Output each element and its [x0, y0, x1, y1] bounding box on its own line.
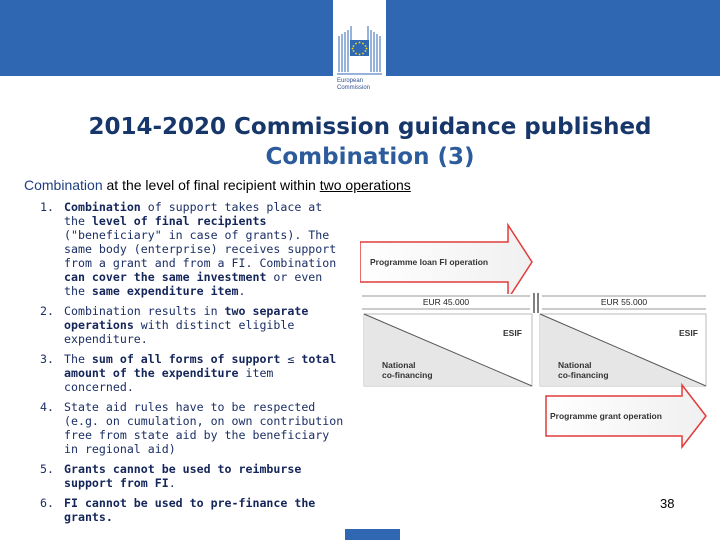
list-item-number: 1. — [40, 200, 54, 214]
list-item-text: item concerned. — [64, 366, 274, 394]
list-item-text: ("beneficiary" in case of grants). The same body (enterprise) receives support from a grant and from a FI. Combination — [64, 228, 337, 270]
list-item-text: sum of all forms of support — [91, 352, 281, 366]
slide-subtitle — [24, 177, 411, 193]
subtitle-part1: Combination — [24, 177, 103, 193]
slide-title — [40, 112, 700, 172]
subtitle-part3: two operations — [319, 177, 411, 193]
esif-left: ESIF — [503, 328, 522, 338]
list-item — [40, 304, 345, 346]
list-item-text: The — [64, 352, 92, 366]
list-item-text: FI cannot be used to pre-finance the grants. — [64, 496, 316, 524]
footer-bar — [345, 529, 400, 540]
national-left-line1: National — [382, 360, 416, 370]
list-item-text: with distinct eligible expenditure. — [64, 318, 295, 346]
list-item-text: or even the — [64, 270, 323, 298]
amount-left: EUR 45.000 — [422, 297, 470, 307]
list-item-number: 3. — [40, 352, 54, 366]
commission-building-icon — [337, 22, 382, 76]
list-item-text: . — [238, 284, 246, 298]
grant-arrow — [546, 385, 706, 447]
list-item-text: two separate operations — [64, 304, 309, 332]
list-item-text: Combination — [64, 200, 141, 214]
list-item-number: 2. — [40, 304, 54, 318]
amount-right: EUR 55.000 — [600, 297, 648, 307]
list-item-number: 5. — [40, 462, 54, 476]
european-commission-logo — [333, 0, 386, 99]
list-item-text: total amount of the expenditure — [64, 352, 337, 380]
list-item-text: of support takes place at the — [64, 200, 323, 228]
national-left-line2: co-financing — [382, 370, 433, 380]
page-number: 38 — [660, 496, 675, 511]
title-line1: 2014-2020 Commission guidance published — [88, 114, 652, 140]
list-item — [40, 352, 345, 394]
list-item — [40, 400, 345, 456]
national-right-line1: National — [558, 360, 592, 370]
list-item — [40, 496, 345, 524]
national-right-line2: co-financing — [558, 370, 609, 380]
logo-text-line1: European — [337, 78, 364, 84]
subtitle-part2: at the level of final recipient within — [102, 177, 320, 193]
loan-arrow-label: Programme loan FI operation — [370, 257, 489, 267]
list-item-text: can cover the same investment — [64, 270, 267, 284]
list-item-number: 4. — [40, 400, 54, 414]
list-item-text: . — [168, 476, 176, 490]
list-item — [40, 462, 345, 490]
list-item-text: Grants cannot be used to reimburse support from FI — [64, 462, 302, 490]
logo-text — [337, 78, 370, 92]
logo-text-line2: Commission — [337, 85, 371, 91]
list-item — [40, 200, 345, 298]
list-item-text: ≤ — [280, 352, 302, 366]
loan-arrow — [360, 225, 532, 299]
list-item-text: same expenditure item — [91, 284, 239, 298]
list-item-text: Combination results in — [64, 304, 225, 318]
allocation-chart — [362, 293, 706, 387]
esif-right: ESIF — [679, 328, 698, 338]
list-item-text: level of final recipients — [91, 214, 267, 228]
combination-diagram — [360, 220, 710, 450]
title-line2: Combination (3) — [265, 144, 475, 170]
list-item-text: State aid rules have to be respected (e.g. on cumulation, on own contribution free from state aid by the beneficiary in regional aid) — [64, 400, 344, 456]
list-item-number: 6. — [40, 496, 54, 510]
numbered-list — [40, 200, 345, 524]
grant-arrow-label: Programme grant operation — [550, 411, 662, 421]
